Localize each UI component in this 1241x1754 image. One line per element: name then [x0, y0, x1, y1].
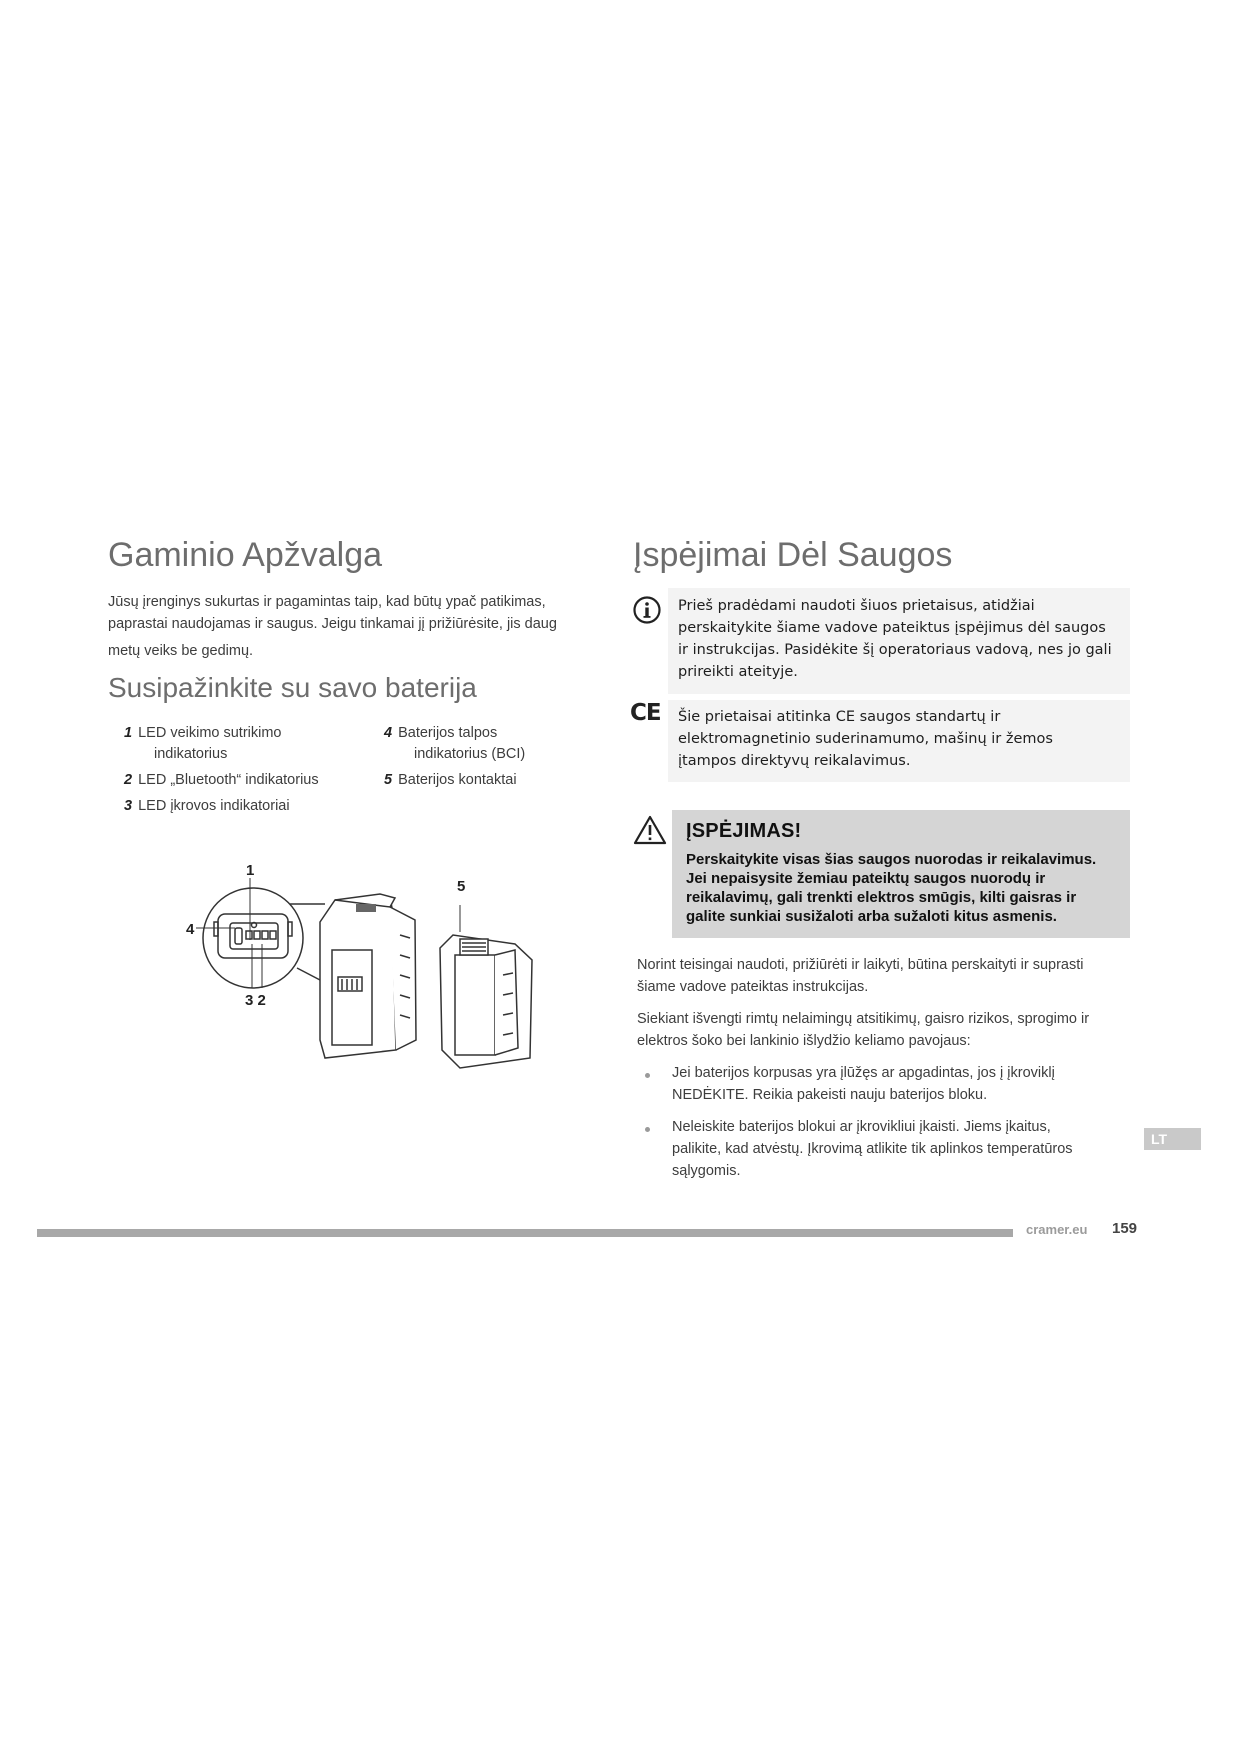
info-line: prireikti ateityje.	[678, 664, 798, 680]
ce-notice-text	[678, 706, 1053, 772]
diagram-label-3-2: 3 2	[245, 992, 266, 1009]
warning-title: ĮSPĖJIMAS!	[686, 820, 802, 842]
language-tab: LT	[1144, 1128, 1201, 1150]
bullet-item-2	[672, 1116, 1073, 1182]
legend-item-1	[124, 723, 282, 765]
page-number: 159	[1112, 1220, 1138, 1237]
info-notice-text	[678, 595, 1112, 683]
info-circle-icon	[632, 595, 662, 625]
usage-paragraph	[637, 954, 1083, 998]
bullet-marker	[645, 1127, 650, 1132]
legend-number: 4	[384, 725, 393, 741]
legend-item-4	[384, 723, 525, 765]
hazard-paragraph	[637, 1008, 1089, 1052]
warning-triangle-icon	[633, 815, 667, 845]
info-line: Prieš pradėdami naudoti šiuos prietaisus, atidžiai	[678, 598, 1035, 614]
legend-text: LED „Bluetooth“ indikatorius	[138, 772, 319, 788]
legend-text: LED veikimo sutrikimo	[138, 725, 282, 741]
para-line: šiame vadove pateiktas instrukcijas.	[637, 979, 869, 995]
legend-number: 5	[384, 772, 393, 788]
diagram-label-1: 1	[246, 862, 255, 879]
footer-website: cramer.eu	[1026, 1222, 1088, 1237]
warning-text	[686, 850, 1096, 926]
warning-line: Jei nepaisysite žemiau pateiktų saugos nuorodų ir	[686, 870, 1046, 887]
page-title-safety: Įspėjimai Dėl Saugos	[633, 536, 953, 574]
legend-text: LED įkrovos indikatoriai	[138, 798, 290, 814]
ce-line: elektromagnetinio suderinamumo, mašinų ir žemos	[678, 731, 1053, 747]
intro-line: metų veiks be gedimų.	[108, 643, 254, 659]
ce-line: įtampos direktyvų reikalavimus.	[678, 753, 911, 769]
legend-text: Baterijos kontaktai	[398, 772, 517, 788]
intro-line: paprastai naudojamas ir saugus. Jeigu tinkamai jį prižiūrėsite, jis daug	[108, 616, 557, 632]
warning-line: galite sunkiai susižaloti arba sužaloti kitus asmenis.	[686, 908, 1057, 925]
bullet-line: palikite, kad atvėstų. Įkrovimą atlikite tik aplinkos temperatūros	[672, 1141, 1073, 1157]
diagram-label-4: 4	[186, 921, 195, 938]
legend-text: Baterijos talpos	[398, 725, 498, 741]
warning-line: Perskaitykite visas šias saugos nuorodas ir reikalavimus.	[686, 851, 1097, 868]
intro-line: Jūsų įrenginys sukurtas ir pagamintas taip, kad būtų ypač patikimas,	[108, 594, 546, 610]
bullet-line: NEDĖKITE. Reikia pakeisti nauju baterijos bloku.	[672, 1087, 988, 1103]
section-title-battery: Susipažinkite su savo baterija	[108, 672, 477, 703]
warning-line: reikalavimų, gali trenkti elektros smūgis, kilti gaisras ir	[686, 889, 1077, 906]
battery-small	[440, 935, 532, 1068]
legend-text-cont: indikatorius (BCI)	[414, 746, 526, 762]
legend-text-cont: indikatorius	[154, 746, 228, 762]
para-line: Norint teisingai naudoti, prižiūrėti ir laikyti, būtina perskaityti ir suprasti	[637, 957, 1084, 973]
bullet-item-1	[672, 1062, 1055, 1106]
legend-number: 1	[124, 725, 133, 741]
ce-mark-icon: CE	[630, 700, 661, 726]
para-line: Siekiant išvengti rimtų nelaimingų atsitikimų, gaisro rizikos, sprogimo ir	[637, 1011, 1090, 1027]
legend-number: 2	[124, 772, 133, 788]
legend-item-5	[384, 770, 517, 791]
led-panel-magnifier	[203, 888, 325, 988]
legend-number: 3	[124, 798, 133, 814]
battery-diagram	[170, 860, 540, 1080]
info-line: perskaitykite šiame vadove pateiktus įspėjimus dėl saugos	[678, 620, 1106, 636]
bullet-line: Jei baterijos korpusas yra įlūžęs ar apgadintas, jos į įkroviklį	[672, 1065, 1055, 1081]
diagram-label-5: 5	[457, 878, 466, 895]
info-line: ir instrukcijas. Pasidėkite šį operatoriaus vadovą, nes jo gali	[678, 642, 1112, 658]
bullet-line: Neleiskite baterijos blokui ar įkrovikliui įkaisti. Jiems įkaitus,	[672, 1119, 1051, 1135]
footer-rule	[37, 1229, 1013, 1237]
page-title-overview: Gaminio Apžvalga	[108, 536, 383, 574]
bullet-line: sąlygomis.	[672, 1163, 741, 1179]
ce-line: Šie prietaisai atitinka CE saugos standartų ir	[678, 709, 1001, 725]
legend-item-2	[124, 770, 319, 791]
para-line: elektros šoko bei lankinio išlydžio keliamo pavojaus:	[637, 1033, 971, 1049]
bullet-marker	[645, 1073, 650, 1078]
battery-large	[320, 894, 416, 1058]
intro-paragraph	[108, 591, 557, 667]
legend-item-3	[124, 796, 290, 817]
